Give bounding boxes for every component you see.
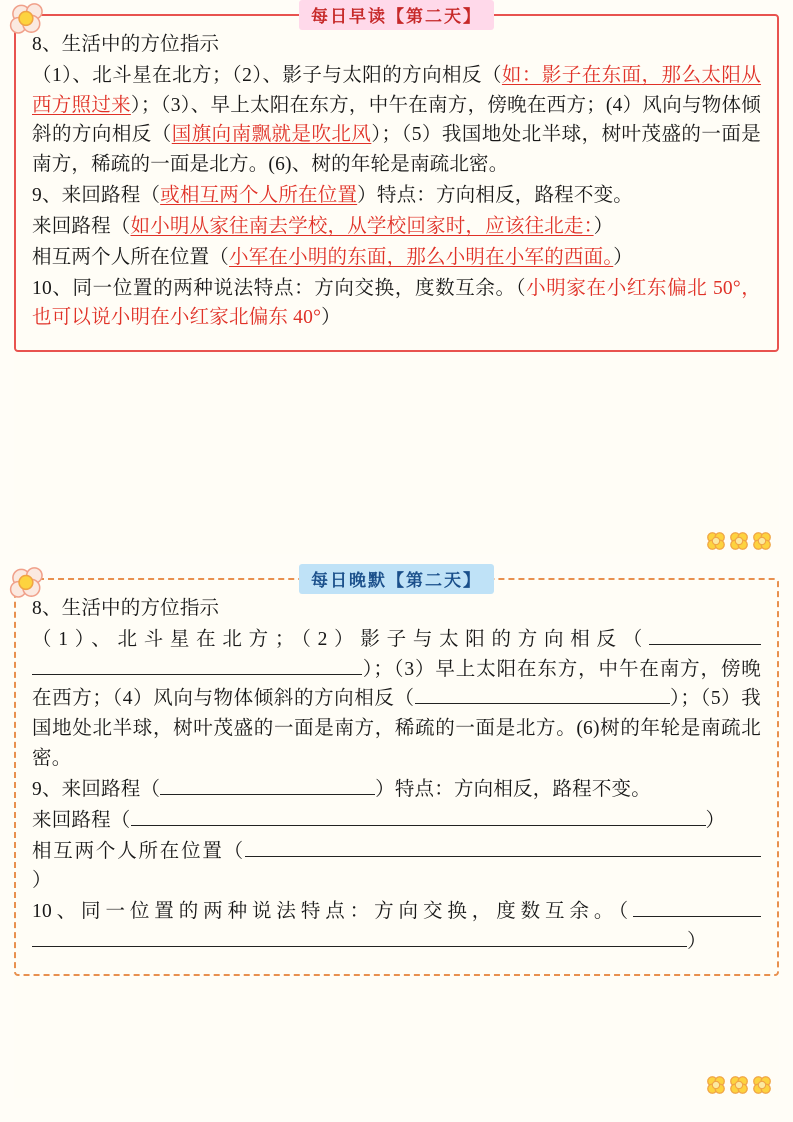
text-run: 8、生活中的方位指示 — [32, 598, 220, 619]
text-run: ）；（3）、早上太阳在东方，中午在南方，傍晚在西方；(4）风向与物体倾斜的方向相反（ — [32, 94, 761, 146]
text-run: 10、同一位置的两种说法特点：方向交换，度数互余。（ — [32, 277, 527, 299]
footer-flowers — [705, 1074, 773, 1096]
card-evening-dictation — [14, 571, 779, 1098]
text-run-highlight: 或相互两个人所在位置 — [160, 185, 358, 207]
paragraph — [32, 212, 761, 242]
paragraph — [32, 775, 761, 805]
text-run: 9、来回路程（ — [32, 778, 161, 800]
text-run: 相互两个人所在位置（ — [32, 840, 245, 862]
text-run: ）；（3）早上太阳在东方，中午在南方，傍晚在西方；（4）风向与物体倾斜的方向相反（ — [32, 658, 761, 710]
text-run: ） — [705, 809, 726, 831]
text-run: 9、来回路程（ — [32, 185, 161, 207]
text-run: ） — [613, 246, 633, 268]
flower-icon — [6, 564, 52, 610]
fill-in-blank[interactable] — [676, 825, 706, 826]
section-title-evening: 每日晚默【第二天】 — [299, 564, 494, 594]
section-title-morning: 每日早读【第二天】 — [299, 0, 494, 30]
fill-in-blank[interactable] — [32, 946, 687, 947]
paragraph — [32, 61, 761, 180]
paragraph — [32, 243, 761, 273]
fill-in-blank[interactable] — [633, 916, 761, 917]
fill-in-blank[interactable] — [160, 794, 375, 795]
paragraph — [32, 806, 761, 836]
paragraph — [32, 181, 761, 211]
text-run: （1）、北斗星在北方；（2）影子与太阳的方向相反（ — [32, 628, 649, 650]
paragraph — [32, 594, 761, 624]
text-run: 相互两个人所在位置（ — [32, 246, 230, 268]
text-run: ）；（5）我国地处北半球，树叶茂盛的一面是南方，稀疏的一面是北方。(6)树的年轮是南疏北密。 — [32, 688, 761, 770]
paragraph — [32, 30, 761, 60]
text-run-highlight: 国旗向南飘就是吹北风 — [171, 124, 372, 146]
paragraph — [32, 625, 761, 774]
text-run: ） — [32, 870, 52, 892]
paragraph — [32, 897, 761, 957]
fill-in-blank[interactable] — [415, 703, 445, 704]
flower-icon — [751, 530, 773, 552]
text-run-highlight: 小军在小明的东面，那么小明在小军的西面。 — [229, 246, 614, 268]
card-morning-reading — [14, 7, 779, 554]
text-run: ） — [687, 931, 707, 953]
text-run: 来回路程（ — [32, 809, 131, 831]
text-run-highlight: 小明家在小红东偏北 50°，也可以说小明在小红家北偏东 40° — [32, 277, 761, 329]
flower-icon — [705, 530, 727, 552]
flower-icon — [705, 1074, 727, 1096]
paragraph — [32, 837, 761, 897]
fill-in-blank[interactable] — [685, 856, 761, 857]
text-run: 8、生活中的方位指示 — [32, 34, 220, 55]
text-run: （1）、北斗星在北方；（2）、影子与太阳的方向相反（ — [32, 64, 502, 86]
text-run: ）特点：方向相反，路程不变。 — [375, 778, 651, 800]
flower-icon — [6, 0, 52, 46]
text-run: 来回路程（ — [32, 215, 131, 237]
footer-flowers — [705, 530, 773, 552]
card-evening-dictation-body — [14, 571, 779, 976]
text-run-highlight: 如：影子在东面，那么太阳从西方照过来 — [32, 64, 762, 116]
fill-in-blank[interactable] — [245, 856, 685, 857]
text-run: ） — [321, 307, 341, 329]
paragraph — [32, 274, 761, 334]
text-run: ）特点：方向相反，路程不变。 — [357, 185, 633, 207]
fill-in-blank[interactable] — [131, 825, 676, 826]
text-run-highlight: 如小明从家往南去学校，从学校回家时，应该往北走： — [130, 215, 594, 237]
fill-in-blank[interactable] — [32, 674, 362, 675]
flower-icon — [728, 530, 750, 552]
fill-in-blank[interactable] — [445, 703, 670, 704]
text-run: ） — [593, 215, 614, 237]
flower-icon — [751, 1074, 773, 1096]
text-run: ）；（5）我国地处北半球，树叶茂盛的一面是南方，稀疏的一面是北方。(6)、树的年轮是南疏北密。 — [32, 124, 761, 176]
fill-in-blank[interactable] — [649, 644, 761, 645]
card-morning-reading-body — [14, 7, 779, 352]
text-run: 10、同一位置的两种说法特点：方向交换，度数互余。（ — [32, 901, 633, 923]
flower-icon — [728, 1074, 750, 1096]
